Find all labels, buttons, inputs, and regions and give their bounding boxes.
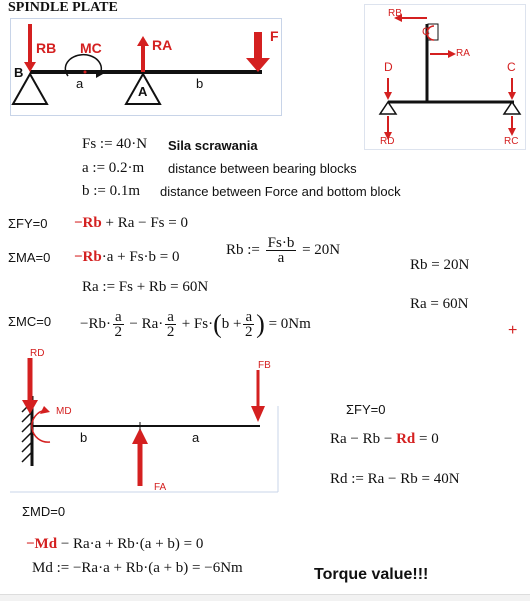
label-length-a-3: a bbox=[192, 430, 200, 445]
label-point-a: A bbox=[138, 84, 148, 99]
eq4-frac1 bbox=[113, 310, 124, 339]
eq4-d1: 2 bbox=[114, 324, 123, 340]
label-mc: MC bbox=[80, 40, 102, 56]
label-f: F bbox=[270, 28, 279, 44]
def-fs: Fs := 40·N bbox=[82, 136, 148, 152]
eq2-rb: −Rb bbox=[74, 249, 102, 265]
eq4-d3: 2 bbox=[245, 324, 253, 340]
beam-diagram-3 bbox=[10, 346, 280, 494]
eq3-ra: Ra := Fs + Rb = 60N bbox=[82, 279, 209, 295]
def-b: b := 0.1m bbox=[82, 183, 141, 199]
result-ra: Ra = 60N bbox=[410, 296, 469, 312]
def-a: a := 0.2·m bbox=[82, 160, 145, 176]
eq4-n2: a bbox=[167, 309, 174, 325]
plus-marker: + bbox=[508, 322, 518, 339]
eq2-rb-solution bbox=[226, 236, 340, 265]
eq2-rest: ·a + Fs·b = 0 bbox=[101, 249, 180, 265]
def-a-desc: distance between bearing blocks bbox=[168, 161, 357, 176]
frame-diagram-2 bbox=[364, 4, 526, 150]
eq4-t4: b + bbox=[221, 316, 242, 332]
eq5-label: ΣFY=0 bbox=[346, 402, 386, 417]
label-fa: FA bbox=[154, 482, 167, 493]
eq1-label: ΣFY=0 bbox=[8, 216, 48, 231]
label-rb-2: RB bbox=[388, 8, 402, 19]
eq2-frac-den: a bbox=[277, 250, 285, 266]
label-ra-2: RA bbox=[456, 48, 470, 59]
eq4-d2: 2 bbox=[166, 324, 175, 340]
label-rc: RC bbox=[504, 136, 519, 147]
eq7-label: ΣMD=0 bbox=[22, 504, 66, 519]
eq4-t3: + Fs· bbox=[181, 316, 214, 332]
eq5-pre: Ra − Rb − bbox=[330, 431, 393, 447]
label-length-a: a bbox=[76, 76, 84, 91]
eq6-rd: Rd := Ra − Rb = 40N bbox=[330, 471, 460, 487]
label-length-b: b bbox=[196, 76, 204, 91]
label-point-b: B bbox=[14, 65, 24, 80]
eq7-rest: − Ra·a + Rb·(a + b) = 0 bbox=[60, 536, 204, 552]
label-rd-2: RD bbox=[380, 136, 395, 147]
beam-diagram-1 bbox=[10, 18, 282, 116]
eq4-result: = 0Nm bbox=[268, 316, 311, 332]
label-rb: RB bbox=[36, 40, 57, 56]
label-rd-3: RD bbox=[30, 348, 45, 359]
def-b-desc: distance between Force and bottom block bbox=[160, 184, 401, 199]
eq7-expression bbox=[26, 536, 203, 553]
eq4-n1: a bbox=[114, 309, 122, 325]
eq2-frac-num: Fs·b bbox=[267, 235, 295, 251]
eq1-rest: + Ra − Fs = 0 bbox=[105, 215, 188, 231]
label-length-b-3: b bbox=[80, 430, 88, 445]
eq1-expression bbox=[74, 215, 188, 232]
result-rb: Rb = 20N bbox=[410, 257, 470, 273]
eq2-rb-def: Rb := bbox=[226, 242, 260, 258]
eq2-frac-result: = 20N bbox=[302, 242, 341, 258]
label-md: MD bbox=[56, 406, 72, 417]
eq2-label: ΣMA=0 bbox=[8, 250, 51, 265]
eq4-t1: −Rb· bbox=[80, 316, 111, 332]
def-fs-desc: Sila scrawania bbox=[168, 138, 258, 153]
eq4-t2: − Ra· bbox=[129, 316, 164, 332]
eq4-frac2 bbox=[165, 310, 176, 339]
eq8-md: Md := −Ra·a + Rb·(a + b) = −6Nm bbox=[32, 560, 243, 576]
label-d: D bbox=[384, 60, 393, 74]
eq5-expression bbox=[330, 431, 439, 448]
eq7-md: −Md bbox=[26, 536, 58, 552]
label-fb: FB bbox=[258, 360, 271, 371]
label-ra: RA bbox=[152, 37, 173, 53]
eq4-label: ΣMC=0 bbox=[8, 314, 52, 329]
label-c-right: C bbox=[507, 60, 516, 74]
torque-note: Torque value!!! bbox=[314, 566, 429, 583]
label-c-top: C bbox=[422, 26, 430, 38]
eq1-rb: −Rb bbox=[74, 215, 102, 231]
eq4-expression: −Rb· $\frac{a}{2}$ − Ra· $\frac{a}{2}$ + Fs·(b + $\frac{a}{2}$ ) = 0Nm bbox=[80, 309, 311, 340]
eq5-rd: Rd bbox=[396, 431, 416, 447]
eq2-expression bbox=[74, 249, 179, 266]
eq4-frac3 bbox=[243, 310, 254, 339]
page-title: SPINDLE PLATE bbox=[8, 0, 118, 15]
eq4-n3: a bbox=[245, 309, 253, 325]
eq5-post: = 0 bbox=[419, 431, 439, 447]
eq2-fraction bbox=[266, 236, 297, 265]
